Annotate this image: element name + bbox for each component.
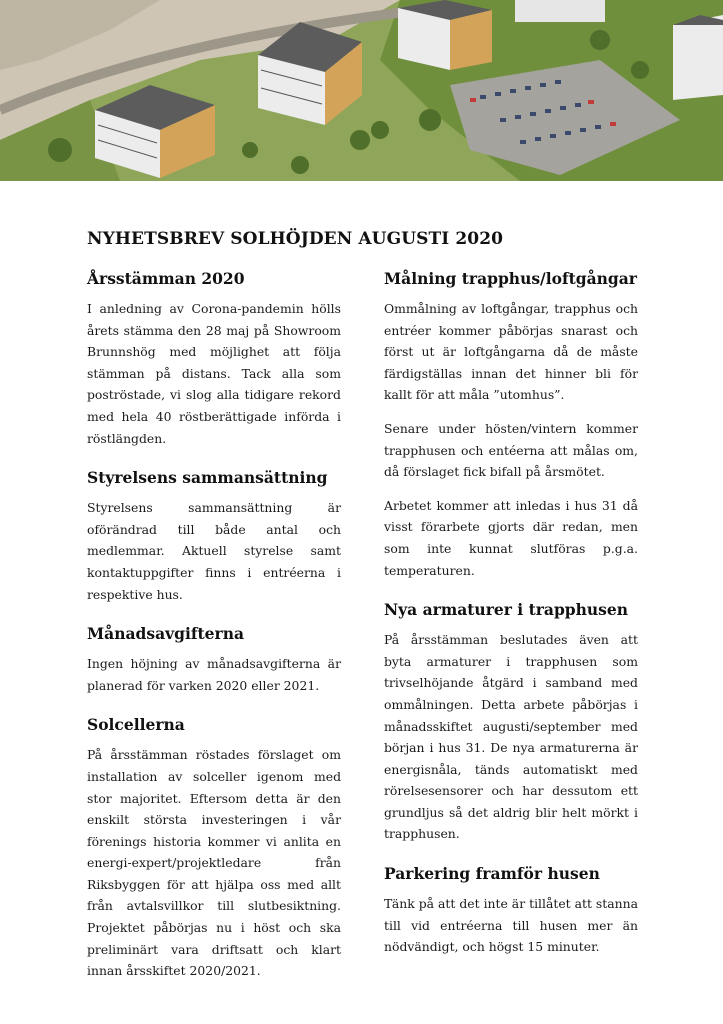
section-paragraph: Styrelsens sammansättning är oförändrad till både antal och medlemmar. Aktuell styrelse samt kontaktuppgifter finns i entréerna i respektive hus. (87, 500, 341, 602)
section-paragraph: På årsstämman beslutades även att byta armaturer i trapphusen som trivselhöjande åtgärd i samband med ommålningen. Detta arbete påbörjas i månadsskiftet augusti/september med början i hus 31. De nya armaturerna är energisnåla, tänds automatiskt med rörelsesensorer och har dessutom ett grundljus så det aldrig blir helt mörkt i trapphusen. (384, 632, 638, 842)
section-heading: Nya armaturer i trapphusen (384, 600, 629, 620)
header-aerial-photo (0, 0, 723, 181)
section-malning (384, 268, 638, 581)
section-manadsavgifter (87, 623, 341, 696)
page-title: NYHETSBREV SOLHÖJDEN AUGUSTI 2020 (87, 229, 504, 249)
section-paragraph: På årsstämman röstades förslaget om installation av solceller igenom med stor majoritet. Eftersom detta är den enskilt största investeringen i vår förenings historia kommer vi anlita en energi-expert/projektledare från Riksbyggen för att hjälpa oss med allt från avtalsvillkor till slutbesiktning. Projektet påbörjas nu i höst och ska preliminärt vara driftsatt och klart innan årsskiftet 2020/2021. (87, 747, 341, 979)
section-parkering (384, 863, 638, 958)
right-column (384, 268, 638, 976)
section-paragraph: Tänk på att det inte är tillåtet att stanna till vid entréerna till husen mer än nödvändigt, och högst 15 minuter. (384, 896, 638, 955)
section-heading: Styrelsens sammansättning (87, 468, 328, 488)
section-paragraph: Ommålning av loftgångar, trapphus och entréer kommer påbörjas snarast och först ut är loftgångarna då de måste färdigställas innan det hinner bli för kallt för att måla ”utomhus”. (384, 301, 638, 403)
section-armaturer (384, 599, 638, 845)
left-column (87, 268, 341, 1000)
section-arsstamman (87, 268, 341, 449)
section-heading: Parkering framför husen (384, 864, 600, 884)
section-heading: Solcellerna (87, 715, 185, 735)
section-paragraph: Ingen höjning av månadsavgifterna är planerad för varken 2020 eller 2021. (87, 656, 341, 693)
section-heading: Målning trapphus/loftgångar (384, 269, 637, 288)
section-heading: Månadsavgifterna (87, 624, 245, 644)
section-paragraph: Senare under hösten/vintern kommer trapphusen och entéerna att målas om, då förslaget fick bifall på årsmötet. (384, 420, 638, 480)
section-paragraph: Arbetet kommer att inledas i hus 31 då visst förarbete gjorts där redan, men som inte kunnat slutföras p.g.a. temperaturen. (384, 497, 638, 578)
section-paragraph: I anledning av Corona-pandemin hölls årets stämma den 28 maj på Showroom Brunnshög med möjlighet att följa stämman på distans. Tack alla som poströstade, vi slog alla tidigare rekord med hela 40 röstberättigade införda i röstlängden. (87, 301, 341, 446)
section-styrelsen (87, 467, 341, 605)
section-solcellerna (87, 714, 341, 982)
section-heading: Årsstämman 2020 (87, 269, 245, 288)
